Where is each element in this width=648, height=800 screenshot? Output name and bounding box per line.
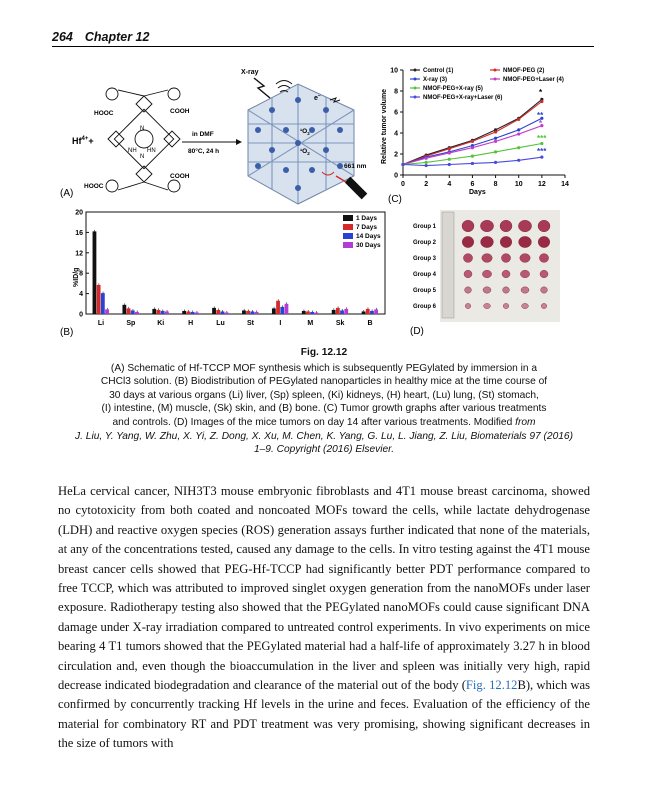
d-tumor — [518, 220, 531, 232]
b-bar — [344, 309, 348, 314]
panel-a-label: (A) — [60, 188, 74, 199]
body-text-2: B), which was confirmed by concurrently tracking Hf levels in the urine and feces. Evaluation of the efficiency of the material for combinatory RT and PDT treatment was very promising, showing significant decreases in the size of tumors with — [58, 678, 590, 751]
c-data-point — [517, 118, 520, 121]
b-bar — [370, 311, 374, 314]
caption-title: Fig. 12.12 — [300, 347, 348, 358]
caption-line-5: and controls. (D) Images of the mice tumors on day 14 after various treatments. Modified — [112, 416, 513, 428]
tcpp-ligand-drawing — [106, 88, 180, 192]
c-data-point — [494, 130, 497, 133]
body-text-1: HeLa cervical cancer, NIH3T3 mouse embryonic fibroblasts and 4T1 mouse breast carcinoma, showed no cytotoxicity from both coated and noncoated MOFs toward the cells, while lactate dehydrogenase (LDH) and reactive oxygen species (ROS) generation assays further indicated that none of the materials, at any of the concentrations tested, caused any damage to the cells. In vitro testing against the 4T1 mouse breast cancer cells showed that PEG-Hf-TCCP had significantly better PDT performance compared to free TCCP, which was attributed to improved singlet oxygen generation from the nanoMOFs under laser exposure. Radiotherapy testing also showed that the PEGylated nanoMOFs could cause significant DNA damage under X-ray irradiation compared to untreated control experiments. In vivo experiments on mice bearing 4 T1 tumors showed that the PEGylated material had a half-life of approximately 3.27 h in blood circulation and, even though the bioaccumulation in the liver and spleen was initially very high, rapid decrease indicated biodegradation and clearance of the material out of the body ( — [58, 484, 590, 693]
b-bar — [131, 310, 135, 314]
b-ytick-label: 4 — [79, 291, 83, 299]
b-ytick-label: 20 — [75, 209, 83, 217]
laser-wavelength: 661 nm — [344, 163, 367, 170]
c-ylabel: Relative tumor volume — [381, 88, 388, 164]
figure-link[interactable]: Fig. 12.12 — [465, 678, 518, 693]
b-frame — [86, 212, 385, 314]
b-bar — [314, 312, 318, 314]
panel-a-schematic — [60, 69, 367, 204]
c-ytick-label: 8 — [394, 88, 398, 96]
panel-d-tumor-photo — [410, 210, 560, 337]
c-xtick-label: 8 — [493, 181, 498, 188]
b-ytick-label: 16 — [75, 229, 83, 237]
hooc-top: HOOC — [94, 110, 114, 117]
running-header — [52, 28, 594, 47]
b-xtick-label: St — [246, 320, 254, 327]
d-tumor — [484, 303, 491, 308]
d-tumor — [482, 254, 492, 263]
nh-label: NH — [128, 148, 137, 154]
d-tumor — [541, 303, 547, 308]
b-bar — [285, 304, 289, 314]
c-data-point — [425, 161, 428, 164]
b-bar — [216, 310, 220, 314]
c-xtick-label: 10 — [514, 181, 523, 188]
xray-bolt-icon — [254, 78, 270, 98]
c-ytick-label: 6 — [394, 109, 398, 117]
d-tumor — [481, 236, 494, 247]
c-data-point — [517, 132, 520, 135]
b-legend-swatch — [343, 224, 353, 230]
b-xtick-label: H — [188, 320, 194, 327]
cooh-top: COOH — [170, 108, 190, 115]
xray-label: X-ray — [241, 69, 259, 76]
caption-line-2: CHCl3 solution. (B) Biodistribution of PEGylated nanoparticles in healthy mice at the time course of — [100, 376, 548, 388]
b-bar — [152, 309, 156, 314]
b-xtick-label: I — [279, 320, 282, 327]
b-bar — [127, 308, 131, 314]
d-tumor — [465, 287, 472, 293]
b-xtick-label: Lu — [216, 320, 225, 327]
d-group-label: Group 1 — [412, 224, 436, 230]
b-bar — [105, 309, 109, 314]
b-bar — [302, 311, 306, 314]
c-ytick-label: 0 — [394, 172, 398, 180]
c-data-point — [448, 158, 451, 161]
b-bar — [135, 312, 139, 314]
c-ytick-label: 10 — [390, 67, 398, 75]
caption-line-1: (A) Schematic of Hf-TCCP MOF synthesis which is subsequently PEGylated by immersion in a — [110, 362, 538, 374]
b-bar — [165, 311, 169, 314]
electron-label: e− — [314, 93, 321, 102]
singlet-oxygen-1: $^1O_2$ — [300, 128, 310, 136]
b-bar — [246, 311, 250, 314]
b-xtick-label: B — [367, 320, 373, 327]
d-tumor — [482, 270, 491, 278]
c-data-point — [448, 163, 451, 166]
b-bar — [340, 310, 344, 314]
c-xlabel: Days — [469, 189, 486, 196]
chapter-title: Chapter 12 — [84, 30, 150, 44]
c-legend-marker — [414, 78, 417, 81]
b-bar — [157, 310, 161, 314]
d-group-label: Group 5 — [412, 288, 436, 294]
c-data-point — [471, 162, 474, 165]
photo-ruler — [442, 212, 454, 318]
d-tumor — [538, 236, 550, 247]
n-top-label: N — [140, 126, 145, 132]
b-ytick-label: 8 — [79, 270, 83, 278]
c-annotation-5: *** — [537, 147, 547, 156]
caption-line-3: 30 days at various organs (Li) liver, (Sp) spleen, (Ki) kidneys, (H) heart, (Lu) lung, (St) stomach, — [109, 389, 539, 401]
d-tumor — [503, 303, 509, 308]
b-xtick-label: Sk — [335, 320, 345, 327]
d-tumor — [465, 303, 471, 308]
caption-from: from — [515, 416, 536, 428]
b-legend-swatch — [343, 215, 353, 221]
b-bar — [255, 312, 259, 314]
b-bar — [362, 311, 366, 314]
c-ytick-label: 4 — [394, 130, 398, 138]
b-xtick-label: Sp — [126, 320, 136, 327]
c-annotation-3: * — [539, 119, 543, 128]
condition-temperature: 80°C, 24 h — [188, 148, 220, 155]
c-annotation-4: *** — [537, 134, 547, 143]
b-bar — [97, 285, 101, 314]
b-bar — [242, 310, 246, 314]
c-legend-label: Control (1) — [423, 68, 454, 74]
c-data-point — [494, 150, 497, 153]
c-data-point — [401, 163, 404, 166]
c-data-point — [540, 100, 543, 103]
b-legend-swatch — [343, 233, 353, 239]
panel-b-label: (B) — [60, 327, 74, 338]
d-tumor — [502, 270, 510, 278]
d-tumor — [538, 220, 550, 232]
reaction-arrowhead — [236, 139, 242, 145]
d-tumor — [500, 236, 512, 247]
c-annotation-1: * — [539, 88, 543, 97]
panel-d-label: (D) — [410, 326, 424, 337]
d-tumor — [500, 220, 512, 232]
hn-label: HN — [147, 148, 156, 154]
c-ytick-label: 2 — [394, 151, 398, 159]
body-paragraph — [58, 482, 590, 754]
singlet-oxygen-2: $^1O_2$ — [300, 148, 310, 156]
panel-c-tumor-growth — [381, 68, 569, 206]
condition-solvent: in DMF — [192, 131, 214, 138]
panel-b-biodistribution — [60, 210, 385, 339]
b-bar — [186, 311, 190, 314]
c-legend-marker — [414, 69, 417, 72]
panel-c-label: (C) — [388, 194, 402, 205]
caption-line-4: (I) intestine, (M) muscle, (Sk) skin, and (B) bone. (C) Tumor growth graphs after various treatments — [101, 403, 547, 415]
c-data-point — [494, 140, 497, 143]
b-bar — [122, 305, 126, 314]
d-tumor — [521, 287, 529, 293]
c-data-point — [517, 159, 520, 162]
c-legend-label: NMOF-PEG (2) — [503, 68, 545, 74]
b-bar — [374, 309, 378, 314]
b-bar — [276, 301, 280, 314]
b-bar — [225, 312, 229, 314]
d-tumor — [462, 220, 474, 232]
d-tumor — [464, 270, 472, 278]
b-legend-label: 30 Days — [356, 242, 381, 249]
n-bottom-label: N — [140, 154, 145, 160]
d-tumor — [480, 220, 493, 232]
b-xtick-label: Ki — [157, 320, 165, 327]
c-data-point — [540, 156, 543, 159]
d-tumor — [483, 287, 491, 293]
c-data-point — [494, 161, 497, 164]
b-ytick-label: 0 — [79, 311, 83, 319]
b-bar — [306, 311, 310, 314]
caption-reference: J. Liu, Y. Yang, W. Zhu, X. Yi, Z. Dong, X. Xu, M. Chen, K. Yang, G. Lu, L. Jiang, Z. Liu, Biomaterials 97 (2016) — [75, 430, 573, 442]
d-tumor — [541, 287, 548, 293]
c-legend-marker — [494, 78, 497, 81]
c-data-point — [517, 146, 520, 149]
b-xtick-label: M — [307, 320, 314, 327]
b-legend-label: 7 Days — [356, 224, 377, 231]
b-bar — [191, 312, 195, 314]
d-tumor — [519, 236, 532, 247]
figure-caption — [58, 346, 590, 457]
b-legend-swatch — [343, 242, 353, 248]
b-bar — [366, 309, 370, 314]
c-legend-label: NMOF-PEG+X-ray+Laser (6) — [423, 95, 503, 101]
c-data-point — [471, 146, 474, 149]
c-xtick-label: 2 — [424, 181, 429, 188]
c-xtick-label: 12 — [537, 181, 546, 188]
d-tumor — [520, 254, 530, 263]
d-group-label: Group 3 — [412, 256, 436, 262]
c-data-point — [448, 151, 451, 154]
b-bar — [310, 312, 314, 314]
b-ylabel: %ID/g — [73, 267, 80, 287]
c-data-point — [471, 140, 474, 143]
b-bar — [182, 311, 186, 314]
figure-12-12 — [58, 60, 578, 340]
d-tumor — [539, 254, 548, 263]
c-xtick-label: 0 — [401, 181, 405, 188]
d-group-label: Group 4 — [412, 272, 436, 278]
c-legend-label: NMOF-PEG+Laser (4) — [503, 77, 564, 83]
b-bar — [221, 311, 225, 314]
c-annotation-2: ** — [537, 111, 544, 120]
d-group-label: Group 2 — [412, 240, 436, 246]
b-bar — [101, 293, 105, 314]
hooc-bottom: HOOC — [84, 183, 104, 190]
d-tumor — [462, 236, 474, 247]
cooh-bottom: COOH — [170, 173, 190, 180]
c-legend-label: NMOF-PEG+X-ray (5) — [423, 86, 483, 92]
b-bar — [272, 308, 276, 314]
c-xtick-label: 4 — [447, 181, 452, 188]
c-data-point — [448, 147, 451, 150]
c-xtick-label: 6 — [470, 181, 475, 188]
caption-copyright: 1–9. Copyright (2016) Elsevier. — [253, 444, 395, 456]
b-xtick-label: Li — [97, 320, 105, 327]
b-bar — [93, 231, 97, 314]
c-data-point — [425, 164, 428, 167]
c-legend-marker — [494, 69, 497, 72]
d-tumor — [503, 287, 510, 293]
c-data-point — [494, 137, 497, 140]
c-legend-marker — [414, 87, 417, 90]
d-group-label: Group 6 — [412, 304, 436, 310]
b-bar — [280, 307, 284, 314]
b-legend-label: 14 Days — [356, 233, 381, 240]
c-legend-marker — [414, 96, 417, 99]
d-tumor — [522, 303, 529, 308]
d-tumor — [463, 254, 472, 263]
b-ytick-label: 12 — [75, 250, 83, 258]
c-data-point — [517, 128, 520, 131]
d-tumor — [501, 254, 510, 263]
c-xtick-label: 14 — [561, 181, 569, 188]
d-tumor — [520, 270, 529, 278]
c-legend-label: X-ray (3) — [423, 77, 448, 83]
page-number: 264 — [52, 30, 73, 44]
c-data-point — [471, 155, 474, 158]
b-bar — [195, 312, 199, 314]
b-bar — [336, 308, 340, 314]
b-bar — [161, 311, 165, 314]
laser-pointer-icon — [336, 176, 367, 199]
mof-lattice — [248, 84, 354, 204]
b-bar — [212, 308, 216, 314]
c-data-point — [425, 157, 428, 160]
b-bar — [250, 311, 254, 314]
d-tumor — [540, 270, 548, 278]
b-legend-label: 1 Days — [356, 215, 377, 222]
hf-ion: $Hf^{4+}+$ — [72, 136, 94, 146]
b-bar — [332, 310, 336, 314]
